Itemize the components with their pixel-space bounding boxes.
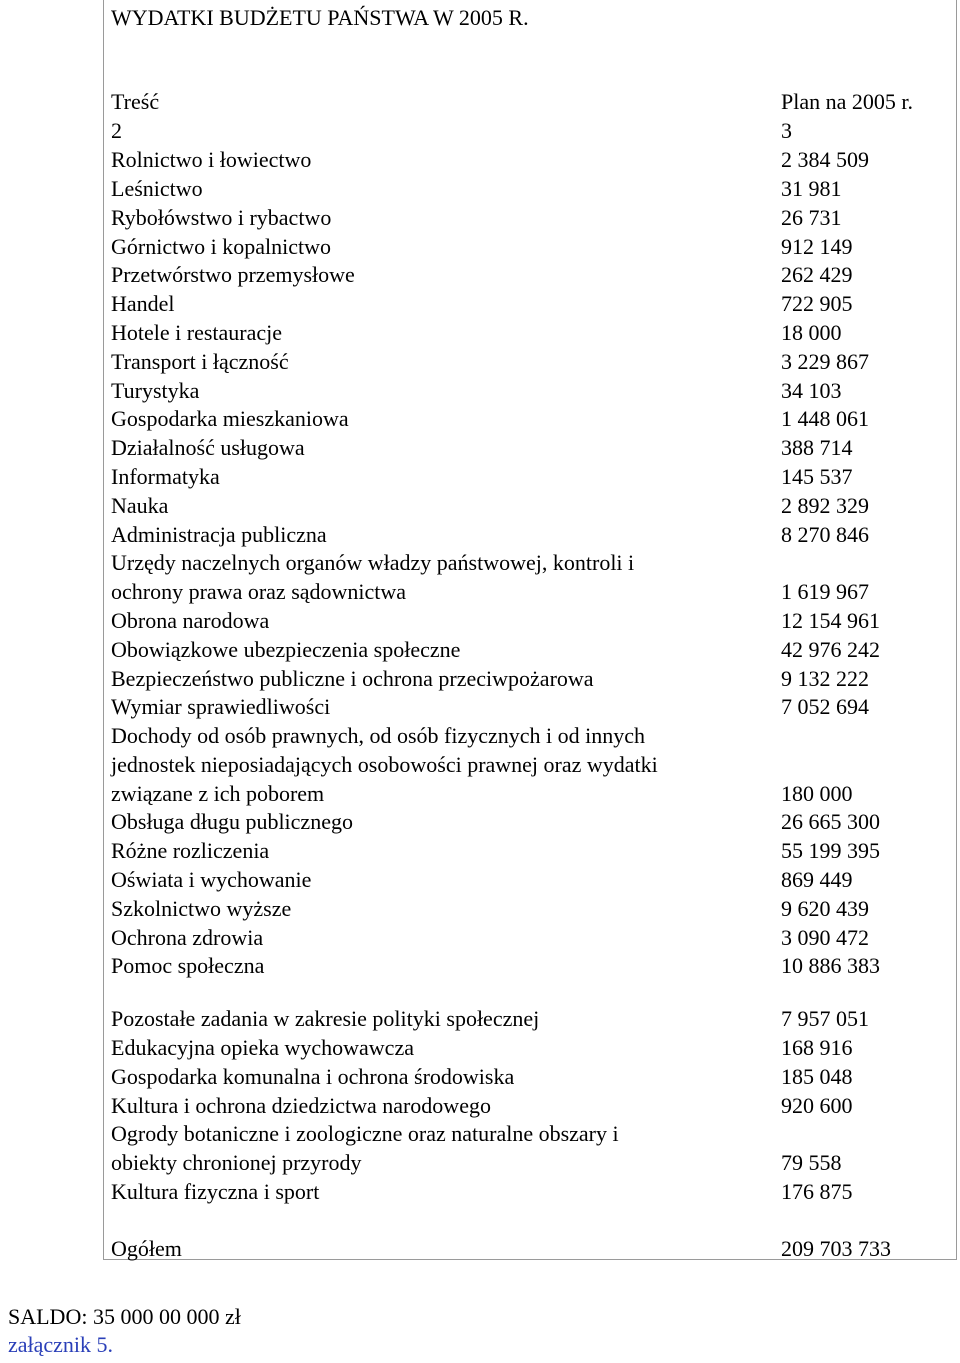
row-label: Górnictwo i kopalnictwo xyxy=(111,234,331,259)
row-value: 722 905 xyxy=(781,291,853,316)
row-label: Edukacyjna opieka wychowawcza xyxy=(111,1035,414,1060)
row-label: Pozostałe zadania w zakresie polityki społecznej xyxy=(111,1006,540,1031)
row-label: Administracja publiczna xyxy=(111,522,327,547)
row-value: 912 149 xyxy=(781,234,853,259)
row-value: 2 892 329 xyxy=(781,493,869,518)
page-title: WYDATKI BUDŻETU PAŃSTWA W 2005 R. xyxy=(111,5,529,30)
row-label: Obowiązkowe ubezpieczenia społeczne xyxy=(111,637,461,662)
row-value: 7 957 051 xyxy=(781,1006,869,1031)
row-value: 180 000 xyxy=(781,781,853,806)
column-number-2: 2 xyxy=(111,118,122,143)
row-label: Ochrona zdrowia xyxy=(111,925,264,950)
row-value: 7 052 694 xyxy=(781,694,869,719)
row-label-line2: obiekty chronionej przyrody xyxy=(111,1150,362,1175)
table-row xyxy=(111,1119,951,1177)
attachment-link[interactable]: załącznik 5. xyxy=(8,1332,114,1357)
row-label: Turystyka xyxy=(111,378,200,403)
row-label: Rolnictwo i łowiectwo xyxy=(111,147,312,172)
row-label: Gospodarka mieszkaniowa xyxy=(111,406,349,431)
row-value: 18 000 xyxy=(781,320,842,345)
row-label: Pomoc społeczna xyxy=(111,953,265,978)
table-row xyxy=(111,548,951,606)
row-label: Handel xyxy=(111,291,175,316)
row-label: Oświata i wychowanie xyxy=(111,867,312,892)
row-label: Przetwórstwo przemysłowe xyxy=(111,262,355,287)
row-label: Nauka xyxy=(111,493,169,518)
row-label: Transport i łączność xyxy=(111,349,289,374)
row-value: 1 619 967 xyxy=(781,579,869,604)
row-value: 145 537 xyxy=(781,464,853,489)
row-value: 8 270 846 xyxy=(781,522,869,547)
row-label: Bezpieczeństwo publiczne i ochrona przeciwpożarowa xyxy=(111,666,594,691)
row-value: 869 449 xyxy=(781,867,853,892)
column-header-plan: Plan na 2005 r. xyxy=(781,89,913,114)
row-value: 12 154 961 xyxy=(781,608,880,633)
row-label-line1: Urzędy naczelnych organów władzy państwowej, kontroli i xyxy=(111,550,635,575)
row-label: Hotele i restauracje xyxy=(111,320,283,345)
column-number-3: 3 xyxy=(781,118,792,143)
row-value: 3 090 472 xyxy=(781,925,869,950)
row-label: Różne rozliczenia xyxy=(111,838,270,863)
row-label: Rybołówstwo i rybactwo xyxy=(111,205,332,230)
row-value: 10 886 383 xyxy=(781,953,880,978)
row-value: 31 981 xyxy=(781,176,842,201)
row-value: 388 714 xyxy=(781,435,853,460)
row-value: 9 132 222 xyxy=(781,666,869,691)
row-value: 26 731 xyxy=(781,205,842,230)
column-header-tresc: Treść xyxy=(111,89,160,114)
row-label-line1: Dochody od osób prawnych, od osób fizycznych i od innych xyxy=(111,723,646,748)
row-label: Obsługa długu publicznego xyxy=(111,809,353,834)
row-label: Kultura fizyczna i sport xyxy=(111,1179,320,1204)
row-label: Informatyka xyxy=(111,464,220,489)
row-value: 42 976 242 xyxy=(781,637,880,662)
row-label-line2: ochrony prawa oraz sądownictwa xyxy=(111,579,407,604)
row-value: 55 199 395 xyxy=(781,838,880,863)
row-label-line3: związane z ich poborem xyxy=(111,781,325,806)
row-value: 176 875 xyxy=(781,1179,853,1204)
saldo-text: SALDO: 35 000 00 000 zł xyxy=(8,1304,241,1329)
total-value: 209 703 733 xyxy=(781,1236,891,1261)
row-value: 26 665 300 xyxy=(781,809,880,834)
row-value: 185 048 xyxy=(781,1064,853,1089)
row-value: 920 600 xyxy=(781,1093,853,1118)
row-label: Obrona narodowa xyxy=(111,608,270,633)
row-label: Wymiar sprawiedliwości xyxy=(111,694,331,719)
row-value: 34 103 xyxy=(781,378,842,403)
table-row xyxy=(111,721,951,808)
row-value: 3 229 867 xyxy=(781,349,869,374)
row-label: Działalność usługowa xyxy=(111,435,305,460)
row-label: Szkolnictwo wyższe xyxy=(111,896,292,921)
row-label: Leśnictwo xyxy=(111,176,203,201)
row-label-line1: Ogrody botaniczne i zoologiczne oraz naturalne obszary i xyxy=(111,1121,619,1146)
row-value: 1 448 061 xyxy=(781,406,869,431)
row-label-line2: jednostek nieposiadających osobowości prawnej oraz wydatki xyxy=(111,752,658,777)
row-label: Kultura i ochrona dziedzictwa narodowego xyxy=(111,1093,491,1118)
row-value: 262 429 xyxy=(781,262,853,287)
total-label: Ogółem xyxy=(111,1236,182,1261)
row-value: 2 384 509 xyxy=(781,147,869,172)
row-label: Gospodarka komunalna i ochrona środowiska xyxy=(111,1064,515,1089)
row-value: 168 916 xyxy=(781,1035,853,1060)
row-value: 79 558 xyxy=(781,1150,842,1175)
row-value: 9 620 439 xyxy=(781,896,869,921)
